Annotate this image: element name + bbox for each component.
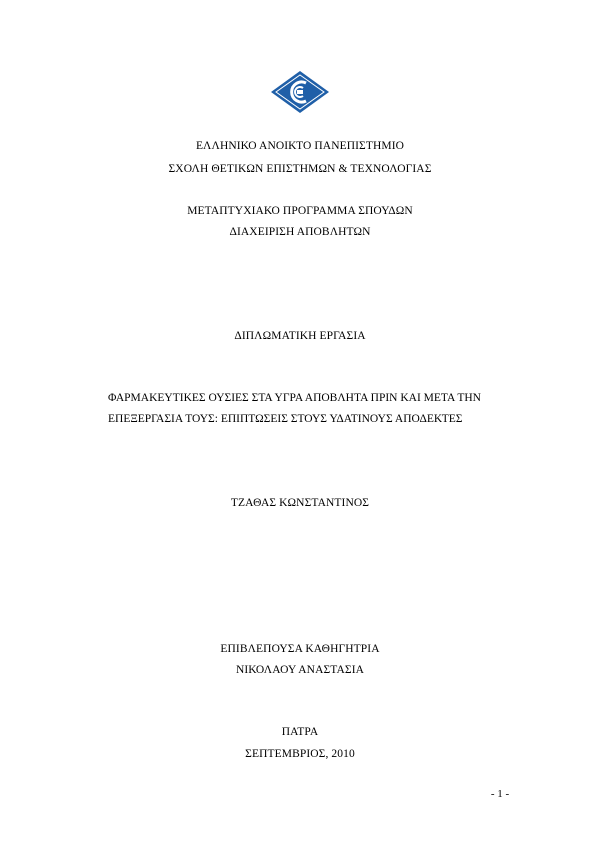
location-city: ΠΑΤΡΑ (281, 726, 319, 738)
author-name: ΤΖΑΘΑΣ ΚΩΝΣΤΑΝΤΙΝΟΣ (230, 497, 370, 509)
submission-date: ΣΕΠΤΕΜΒΡΙΟΣ, 2010 (245, 748, 355, 760)
supervisor-name: ΝΙΚΟΛΑΟΥ ΑΝΑΣΤΑΣΙΑ (235, 664, 365, 676)
program-field: ΔΙΑΧΕΙΡΙΣΗ ΑΠΟΒΛΗΤΩΝ (229, 226, 371, 238)
program-name: ΜΕΤΑΠΤΥΧΙΑΚΟ ΠΡΟΓΡΑΜΜΑ ΣΠΟΥΔΩΝ (187, 205, 413, 217)
page-number: - 1 - (490, 788, 510, 800)
document-type: ΔΙΠΛΩΜΑΤΙΚΗ ΕΡΓΑΣΙΑ (234, 330, 366, 342)
supervisor-label: ΕΠΙΒΛΕΠΟΥΣΑ ΚΑΘΗΓΗΤΡΙΑ (220, 643, 380, 655)
university-logo-icon (270, 70, 330, 114)
thesis-title-line-1: ΦΑΡΜΑΚΕΥΤΙΚΕΣ ΟΥΣΙΕΣ ΣΤΑ ΥΓΡΑ ΑΠΟΒΛΗΤΑ ΠΡΙΝ ΚΑΙ ΜΕΤΑ ΤΗΝ (108, 392, 481, 404)
school-name: ΣΧΟΛΗ ΘΕΤΙΚΩΝ ΕΠΙΣΤΗΜΩΝ & ΤΕΧΝΟΛΟΓΙΑΣ (168, 163, 432, 175)
thesis-title-line-2: ΕΠΕΞΕΡΓΑΣΙΑ ΤΟΥΣ: ΕΠΙΠΤΩΣΕΙΣ ΣΤΟΥΣ ΥΔΑΤΙΝΟΥΣ ΑΠΟΔΕΚΤΕΣ (108, 413, 463, 425)
university-name: ΕΛΛΗΝΙΚΟ ΑΝΟΙΚΤΟ ΠΑΝΕΠΙΣΤΗΜΙΟ (195, 140, 405, 152)
